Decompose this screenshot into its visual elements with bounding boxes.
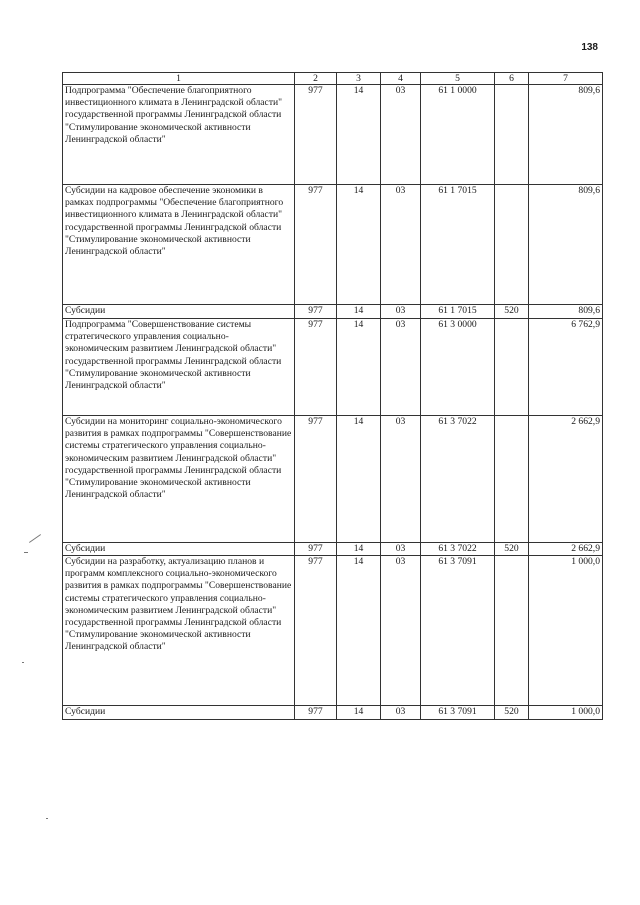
row-description: Субсидии [63,543,295,556]
scan-mark [24,552,28,553]
cell-ministry-code: 977 [295,556,337,706]
cell-section: 14 [337,185,381,305]
cell-subsection: 03 [381,706,421,720]
cell-ministry-code: 977 [295,185,337,305]
row-description: Подпрограмма "Совершенствование системы стратегического управления социально-экономическим развитием Ленинградской области" государственной программы Ленинградской области "Стимулирование экономической активности Ленинградской области" [63,319,295,416]
row-description: Субсидии [63,305,295,319]
cell-subsection: 03 [381,543,421,556]
table-row [63,185,603,305]
row-description: Субсидии на кадровое обеспечение экономики в рамках подпрограммы "Обеспечение благоприятного инвестиционного климата в Ленинградской области" государственной программы Ленинградской области "Стимулирование экономической активности Ленинградской области" [63,185,295,305]
cell-ministry-code: 977 [295,85,337,185]
cell-expense-type [495,319,529,416]
cell-amount: 809,6 [529,85,603,185]
cell-amount: 1 000,0 [529,706,603,720]
cell-ministry-code: 977 [295,416,337,543]
column-header: 2 [295,73,337,85]
table-row [63,305,603,319]
cell-subsection: 03 [381,305,421,319]
cell-expense-type: 520 [495,706,529,720]
cell-amount: 809,6 [529,305,603,319]
scan-mark [29,534,41,543]
table-row [63,319,603,416]
cell-expense-type: 520 [495,543,529,556]
page-number: 138 [581,42,598,53]
cell-subsection: 03 [381,416,421,543]
cell-expense-type: 520 [495,305,529,319]
cell-subsection: 03 [381,319,421,416]
row-description: Субсидии на разработку, актуализацию планов и программ комплексного социально-экономического развития в рамках подпрограммы "Совершенствование системы стратегического управления социально-экономическим развитием Ленинградской области" государственной программы Ленинградской области "Стимулирование экономической активности Ленинградской области" [63,556,295,706]
column-header: 3 [337,73,381,85]
column-header: 5 [421,73,495,85]
cell-target-article: 61 3 7091 [421,556,495,706]
row-description: Субсидии [63,706,295,720]
scan-mark [22,662,24,663]
cell-target-article: 61 1 0000 [421,85,495,185]
cell-section: 14 [337,85,381,185]
cell-amount: 1 000,0 [529,556,603,706]
row-description: Субсидии на мониторинг социально-экономического развития в рамках подпрограммы "Совершенствование системы стратегического управления социально-экономическим развитием Ленинградской области" государственной программы Ленинградской области "Стимулирование экономической активности Ленинградской области" [63,416,295,543]
scan-mark [46,818,48,819]
cell-subsection: 03 [381,185,421,305]
cell-target-article: 61 3 7022 [421,543,495,556]
row-description: Подпрограмма "Обеспечение благоприятного инвестиционного климата в Ленинградской области" государственной программы Ленинградской области "Стимулирование экономической активности Ленинградской области" [63,85,295,185]
budget-table [62,72,603,720]
cell-ministry-code: 977 [295,305,337,319]
cell-expense-type [495,416,529,543]
cell-subsection: 03 [381,556,421,706]
table-row [63,85,603,185]
cell-amount: 809,6 [529,185,603,305]
cell-section: 14 [337,543,381,556]
table-row [63,556,603,706]
cell-ministry-code: 977 [295,543,337,556]
column-header: 6 [495,73,529,85]
cell-section: 14 [337,305,381,319]
cell-ministry-code: 977 [295,319,337,416]
cell-amount: 2 662,9 [529,543,603,556]
column-header: 1 [63,73,295,85]
column-header: 7 [529,73,603,85]
table-row [63,543,603,556]
table-row [63,706,603,720]
cell-ministry-code: 977 [295,706,337,720]
cell-target-article: 61 1 7015 [421,305,495,319]
cell-amount: 2 662,9 [529,416,603,543]
cell-target-article: 61 1 7015 [421,185,495,305]
cell-expense-type [495,185,529,305]
cell-target-article: 61 3 0000 [421,319,495,416]
cell-expense-type [495,556,529,706]
cell-subsection: 03 [381,85,421,185]
cell-expense-type [495,85,529,185]
column-header: 4 [381,73,421,85]
cell-section: 14 [337,706,381,720]
header-row [63,73,603,85]
cell-target-article: 61 3 7022 [421,416,495,543]
cell-amount: 6 762,9 [529,319,603,416]
cell-section: 14 [337,556,381,706]
cell-section: 14 [337,416,381,543]
cell-target-article: 61 3 7091 [421,706,495,720]
table-row [63,416,603,543]
cell-section: 14 [337,319,381,416]
